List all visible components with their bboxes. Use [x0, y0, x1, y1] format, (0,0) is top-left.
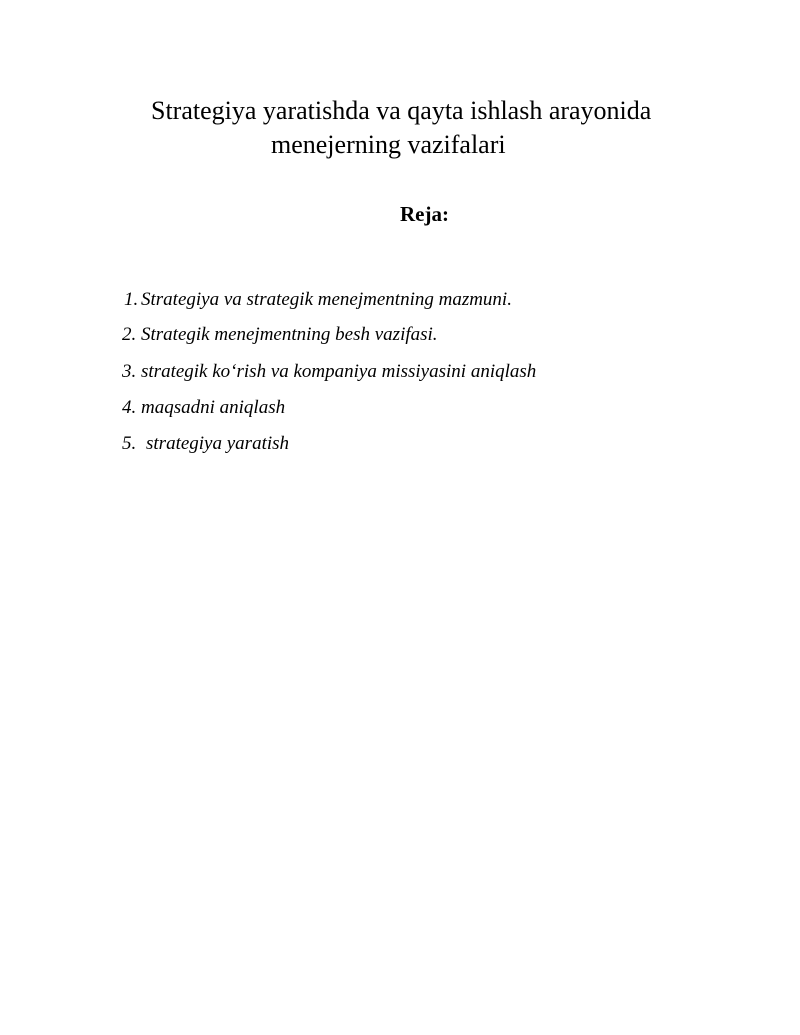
- plan-item-text: maqsadni aniqlash: [141, 397, 286, 418]
- plan-item-number: 2.: [122, 324, 137, 345]
- document-title-line-2: menejerning vazifalari: [271, 130, 506, 159]
- plan-item-number: 4.: [122, 397, 137, 418]
- plan-item-number: 5.: [122, 433, 137, 454]
- plan-item-text: strategiya yaratish: [146, 433, 290, 454]
- plan-item-text: Strategiya va strategik menejmentning mazmuni.: [141, 289, 512, 310]
- document-title-line-1: Strategiya yaratishda va qayta ishlash arayonida: [151, 96, 652, 125]
- plan-heading: Reja:: [400, 202, 449, 226]
- plan-item-text: strategik ko‘rish va kompaniya missiyasini aniqlash: [141, 361, 537, 382]
- plan-item-text: Strategik menejmentning besh vazifasi.: [141, 324, 438, 345]
- plan-item-number: 1.: [124, 289, 139, 310]
- plan-item-number: 3.: [122, 361, 137, 382]
